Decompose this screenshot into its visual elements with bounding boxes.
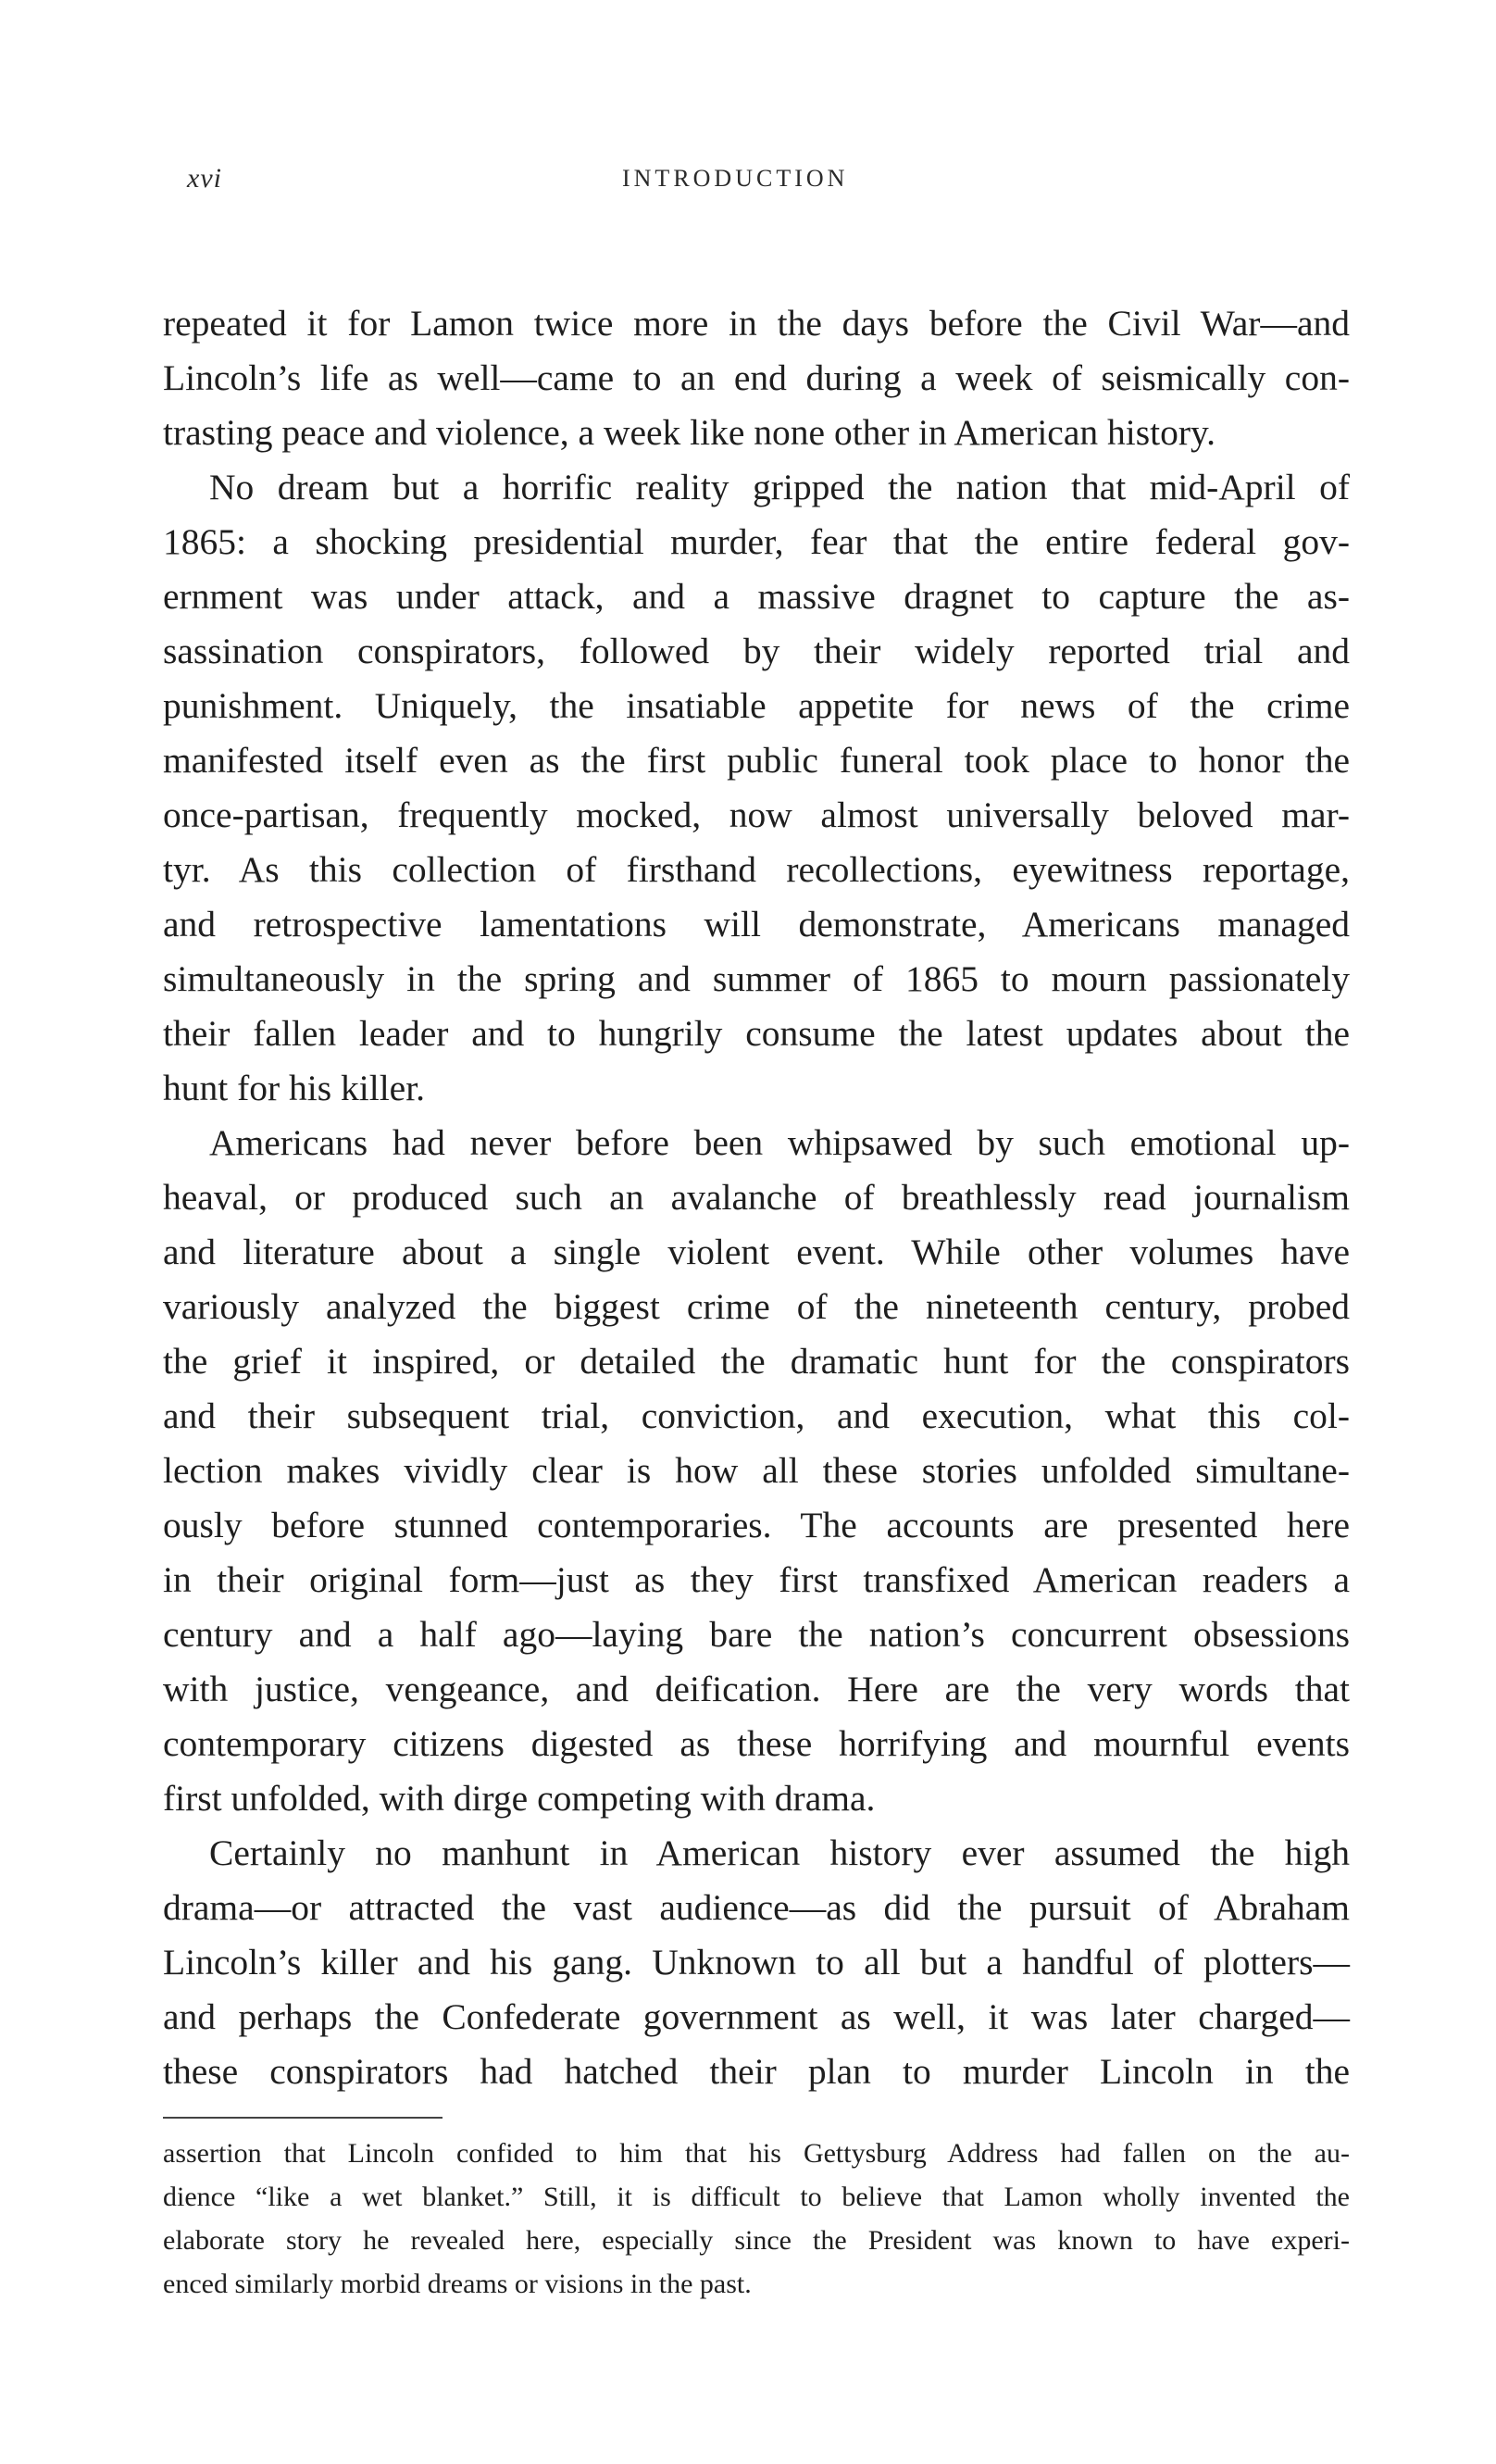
text-line: and perhaps the Confederate government as well, it was later charged— bbox=[163, 1996, 1350, 2037]
text-line: 1865: a shocking presidential murder, fear that the entire federal gov- bbox=[163, 521, 1350, 562]
text-line: their fallen leader and to hungrily consume the latest updates about the bbox=[163, 1013, 1350, 1054]
text-line: lection makes vividly clear is how all these stories unfolded simultane- bbox=[163, 1450, 1350, 1491]
text-line: manifested itself even as the first public funeral took place to honor the bbox=[163, 740, 1350, 781]
text-line: hunt for his killer. bbox=[163, 1068, 426, 1108]
text-line: punishment. Uniquely, the insatiable appetite for news of the crime bbox=[163, 685, 1350, 726]
text-line: repeated it for Lamon twice more in the days before the Civil War—and bbox=[163, 303, 1350, 344]
text-line: contemporary citizens digested as these horrifying and mournful events bbox=[163, 1723, 1350, 1764]
text-line: and retrospective lamentations will demonstrate, Americans managed bbox=[163, 904, 1350, 944]
text-line: tyr. As this collection of firsthand recollections, eyewitness reportage, bbox=[163, 849, 1350, 890]
body-text bbox=[163, 296, 1350, 2099]
footnote-line: dience “like a wet blanket.” Still, it is difficult to believe that Lamon wholly invented the bbox=[163, 2182, 1350, 2212]
text-line: century and a half ago—laying bare the nation’s concurrent obsessions bbox=[163, 1614, 1350, 1655]
text-line: in their original form—just as they first transfixed American readers a bbox=[163, 1559, 1350, 1600]
footnote-line: elaborate story he revealed here, especially since the President was known to have experi- bbox=[163, 2225, 1350, 2256]
footnote-line: enced similarly morbid dreams or visions in the past. bbox=[163, 2269, 752, 2299]
text-line: first unfolded, with dirge competing with drama. bbox=[163, 1778, 876, 1819]
footnote-divider bbox=[163, 2117, 443, 2119]
text-line: ously before stunned contemporaries. The accounts are presented here bbox=[163, 1505, 1350, 1545]
text-line: Lincoln’s life as well—came to an end during a week of seismically con- bbox=[163, 357, 1350, 398]
page-number: xvi bbox=[187, 163, 222, 194]
text-line: Americans had never before been whipsawed by such emotional up- bbox=[209, 1122, 1350, 1163]
text-line: with justice, vengeance, and deification. Here are the very words that bbox=[163, 1669, 1350, 1709]
text-line: once-partisan, frequently mocked, now almost universally beloved mar- bbox=[163, 794, 1350, 835]
text-line: and literature about a single violent event. While other volumes have bbox=[163, 1232, 1350, 1272]
section-title: INTRODUCTION bbox=[622, 165, 849, 192]
text-line: sassination conspirators, followed by their widely reported trial and bbox=[163, 631, 1350, 671]
running-head bbox=[0, 163, 1496, 200]
text-line: Certainly no manhunt in American history ever assumed the high bbox=[209, 1832, 1350, 1873]
footnote-line: assertion that Lincoln confided to him that his Gettysburg Address had fallen on the au- bbox=[163, 2138, 1350, 2169]
text-line: these conspirators had hatched their plan to murder Lincoln in the bbox=[163, 2051, 1350, 2092]
text-line: trasting peace and violence, a week like none other in American history. bbox=[163, 412, 1216, 453]
text-line: Lincoln’s killer and his gang. Unknown to all but a handful of plotters— bbox=[163, 1942, 1350, 1982]
text-line: drama—or attracted the vast audience—as did the pursuit of Abraham bbox=[163, 1887, 1350, 1928]
text-line: No dream but a horrific reality gripped the nation that mid-April of bbox=[209, 467, 1350, 507]
text-line: ernment was under attack, and a massive dragnet to capture the as- bbox=[163, 576, 1350, 617]
text-line: and their subsequent trial, conviction, and execution, what this col- bbox=[163, 1395, 1350, 1436]
footnote bbox=[163, 2132, 1350, 2306]
text-line: variously analyzed the biggest crime of the nineteenth century, probed bbox=[163, 1286, 1350, 1327]
text-line: simultaneously in the spring and summer of 1865 to mourn passionately bbox=[163, 958, 1350, 999]
text-line: the grief it inspired, or detailed the dramatic hunt for the conspirators bbox=[163, 1341, 1350, 1382]
text-line: heaval, or produced such an avalanche of breathlessly read journalism bbox=[163, 1177, 1350, 1218]
